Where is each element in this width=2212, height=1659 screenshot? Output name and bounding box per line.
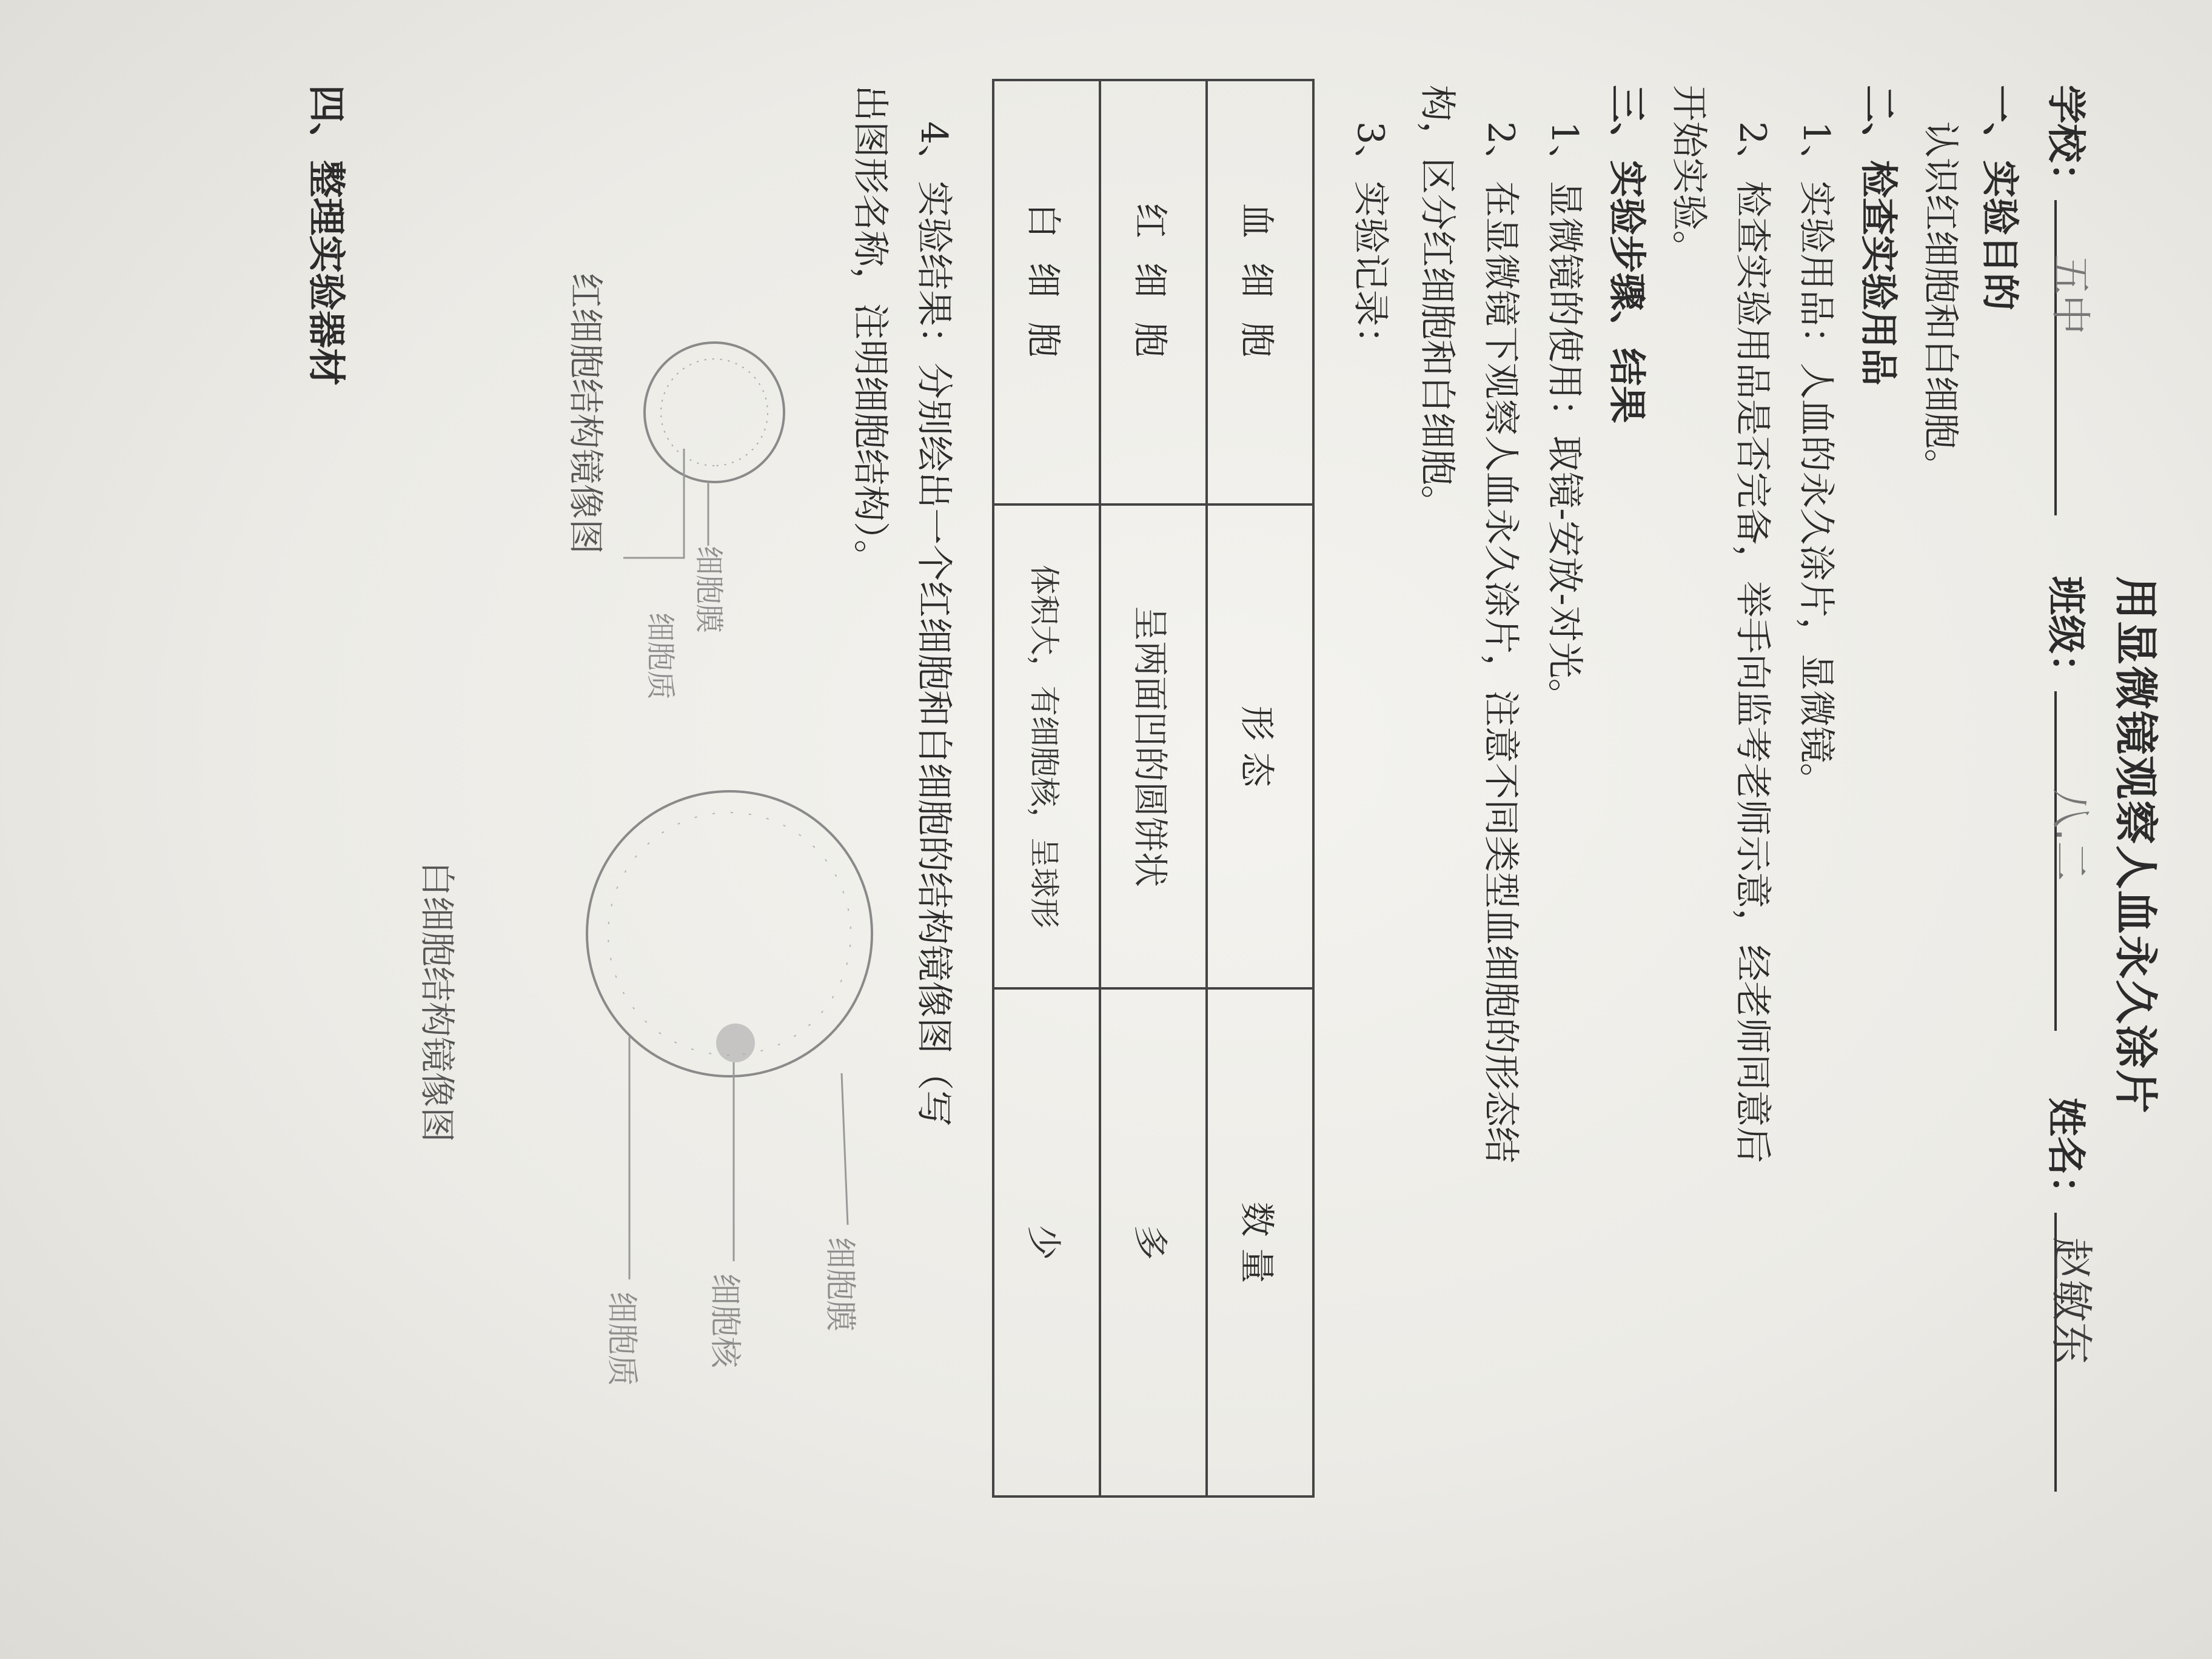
rbc-outline	[645, 343, 784, 482]
wbc-pointer-membrane	[842, 1073, 848, 1225]
name-value: 赵敏东	[2046, 1237, 2096, 1364]
header-cell: 血细胞	[1207, 80, 1313, 504]
sec2-item1: 1、实验用品：人血的永久涂片，显微镜。	[1795, 121, 1837, 800]
table-row	[1100, 80, 1207, 1496]
header-cell: 数 量	[1207, 988, 1313, 1496]
wbc-label-membrane: 细胞膜	[822, 1237, 858, 1332]
wbc-nucleus	[716, 1024, 755, 1062]
cell-shape: 体积大，有细胞核，呈球形	[993, 504, 1100, 989]
wbc-label-nucleus: 细胞核	[706, 1273, 743, 1369]
class-label: 班级：	[2043, 576, 2088, 692]
rbc-label-cytoplasm: 细胞质	[643, 612, 677, 700]
name-label: 姓名：	[2043, 1098, 2088, 1214]
rbc-pointer-cytoplasm	[623, 449, 684, 558]
sec3-item2a: 2、在显微镜下观察人血永久涂片，注意不同类型血细胞的形态结	[1480, 121, 1522, 1164]
rbc-caption: 红细胞结构镜像图	[565, 273, 606, 555]
sec2-item2b: 开始实验。	[1667, 85, 1710, 267]
sec1-body: 认识红细胞和白细胞。	[1919, 121, 1962, 485]
sec2-item2a: 2、检查实验用品是否完备，举手向监考老师示意，经老师同意后	[1731, 121, 1774, 1164]
school-label: 学校：	[2043, 85, 2088, 201]
sec4-heading: 四、整理实验器材	[304, 85, 349, 386]
cell-count: 少	[993, 988, 1100, 1496]
cell-type: 白细胞	[993, 80, 1100, 504]
cell-count: 多	[1100, 988, 1207, 1496]
school-value: 五中	[2047, 255, 2094, 335]
cell-type: 红细胞	[1100, 80, 1207, 504]
rbc-inner-dots	[661, 359, 768, 466]
page-title: 用显微镜观察人血永久涂片	[2110, 576, 2162, 1115]
sec3-item1: 1、显微镜的使用：取镜-安放-对光。	[1543, 121, 1586, 715]
sec1-heading: 一、实验目的	[1978, 85, 2022, 311]
sec3-item3: 3、实验记录：	[1349, 121, 1392, 363]
header-cell: 形 态	[1207, 504, 1313, 989]
record-table	[992, 79, 1315, 1498]
sec3-heading: 三、实验步骤、结果	[1605, 85, 1649, 424]
wbc-caption: 白细胞结构镜像图	[417, 861, 458, 1143]
wbc-speckles	[608, 813, 851, 1055]
sec3-item4b: 出图形名称，注明细胞结构）。	[849, 85, 891, 576]
wbc-label-cytoplasm: 细胞质	[603, 1292, 640, 1387]
sec2-heading: 二、检查实验用品	[1857, 85, 1901, 386]
class-value: 八.二	[2047, 788, 2094, 881]
table-row	[993, 80, 1100, 1496]
sec3-item2b: 构，区分红细胞和白细胞。	[1416, 85, 1458, 521]
rbc-label-membrane: 细胞膜	[692, 546, 726, 634]
table-header-row	[1207, 80, 1313, 1496]
school-line	[2054, 200, 2093, 515]
sec3-item4a: 4、实验结果：分别绘出一个红细胞和白细胞的结构镜像图（写	[913, 121, 955, 1127]
cell-shape: 呈两面凹的圆饼状	[1100, 504, 1207, 989]
